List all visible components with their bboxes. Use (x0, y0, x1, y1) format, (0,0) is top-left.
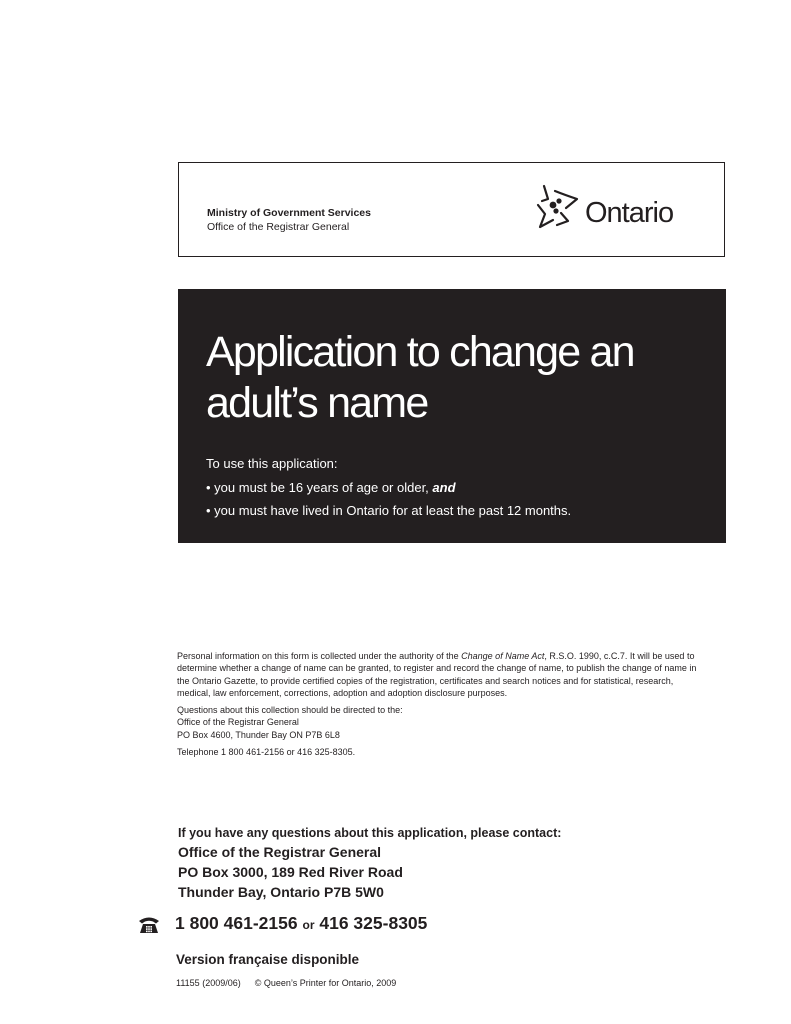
phone-row (138, 913, 598, 939)
page-title: Application to change an adult’s name (206, 328, 634, 427)
phone-local: 416 325-8305 (319, 913, 428, 933)
contact-question: If you have any questions about this application, please contact: (178, 826, 562, 840)
french-version-notice: Version française disponible (176, 952, 360, 967)
contact-office: Office of the Registrar General (178, 844, 382, 860)
title-banner (178, 289, 726, 543)
eligibility-and: and (432, 480, 456, 495)
eligibility-intro: To use this application: (206, 456, 338, 471)
eligibility-age (206, 480, 456, 495)
privacy-text-before: Personal information on this form is collected under the authority of the (177, 651, 462, 661)
header-box (178, 162, 725, 257)
contact-address: PO Box 3000, 189 Red River Road (178, 864, 403, 880)
ontario-logo (535, 183, 685, 235)
copyright: © Queen’s Printer for Ontario, 2009 (254, 978, 397, 988)
privacy-office: Office of the Registrar General (177, 717, 299, 728)
eligibility-age-text: • you must be 16 years of age or older, (206, 480, 433, 495)
phone-tollfree: 1 800 461-2156 (175, 913, 298, 933)
eligibility-residence-text: • you must have lived in Ontario for at least the past 12 months. (206, 503, 572, 518)
phone-numbers (175, 913, 427, 934)
office-name: Office of the Registrar General (207, 221, 350, 233)
privacy-paragraph (177, 650, 707, 699)
phone-or: or (302, 918, 315, 932)
privacy-questions: Questions about this collection should be directed to the: (177, 705, 403, 716)
footer (176, 978, 396, 988)
telephone-icon (138, 915, 160, 935)
contact-city: Thunder Bay, Ontario P7B 5W0 (178, 884, 384, 900)
privacy-text-after: , R.S.O. 1990, c.C.7. It will be used to determine whether a change of name can be granted, to register and record the change of name, to publish the change of name in the Ontario Gazette, to provide certified copies of the registration, certificates and search notices and for statistical, research, medical, law enforcement, corrections, adoption and adoption disclosure purposes. (177, 651, 697, 698)
ministry-name: Ministry of Government Services (207, 207, 371, 219)
privacy-notice (177, 650, 707, 758)
trillium-icon (535, 183, 581, 235)
privacy-address: PO Box 4600, Thunder Bay ON P7B 6L8 (177, 729, 340, 740)
eligibility-residence (206, 503, 571, 518)
ontario-wordmark: Ontario (585, 197, 674, 229)
act-name: Change of Name Act (461, 651, 545, 661)
form-number: 11155 (2009/06) (176, 978, 241, 988)
privacy-telephone: Telephone 1 800 461-2156 or 416 325-8305. (177, 747, 356, 758)
contact-block (178, 826, 698, 900)
